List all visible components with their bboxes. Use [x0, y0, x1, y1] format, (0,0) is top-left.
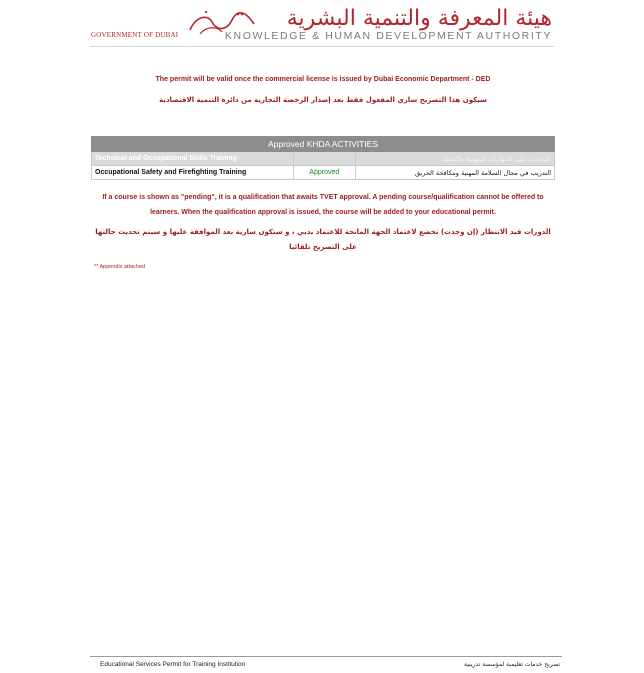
- header-divider: [90, 46, 554, 47]
- activity-status: Approved: [293, 166, 355, 180]
- gov-name: GOVERNMENT OF DUBAI: [91, 31, 179, 39]
- khda-english-name: KNOWLEDGE & HUMAN DEVELOPMENT AUTHORITY: [224, 30, 552, 42]
- table-header-row: [92, 137, 555, 152]
- category-arabic: التدريب على المهارات المهنية والتقنية: [355, 152, 554, 166]
- khda-arabic-name: هيئة المعرفة والتنمية البشرية: [286, 6, 552, 31]
- table-row: [92, 166, 555, 180]
- table-header: Approved KHDA ACTIVITIES: [92, 137, 555, 152]
- activity-arabic: التدريب في مجال السلامة المهنية ومكافحة الحريق: [355, 166, 554, 180]
- validity-notice-arabic: سيكون هذا التصريح ساري المفعول فقط بعد إصدار الرخصة التجارية من دائرة التنمية الاقتصادية: [159, 96, 487, 104]
- pending-note-english: If a course is shown as "pending", it is a qualification that awaits TVET approval. A pending course/qualification cannot be offered to learners. When the qualification approval is issued, the course will be added to your educational permit.: [102, 194, 544, 216]
- validity-notice-english: The permit will be valid once the commercial license is issued by Dubai Economic Department - DED: [155, 76, 491, 83]
- footer-divider: [90, 656, 562, 657]
- activity-english: Occupational Safety and Firefighting Training: [92, 166, 294, 180]
- appendix-note: ** Appendix attached: [94, 264, 146, 270]
- footer-english: Educational Services Permit for Training Institution: [100, 661, 246, 668]
- category-english: Technical and Occupational Skills Training: [92, 152, 294, 166]
- approved-activities-table: [91, 136, 555, 180]
- pending-note-arabic: الدورات قيد الانتظار (إن وجدت) تخضع لاعتماد الجهة المانحة للاعتماد بدبي ، و ستكون سارية بعد الموافقة عليها و سيتم تحديث حالتها على التصريح تلقائيا: [95, 228, 551, 251]
- government-of-dubai-logo: [90, 6, 179, 46]
- category-row: [92, 152, 555, 166]
- footer-arabic: تصريح خدمات تعليمية لمؤسسة تدريبية: [464, 661, 560, 668]
- category-status: [293, 152, 355, 166]
